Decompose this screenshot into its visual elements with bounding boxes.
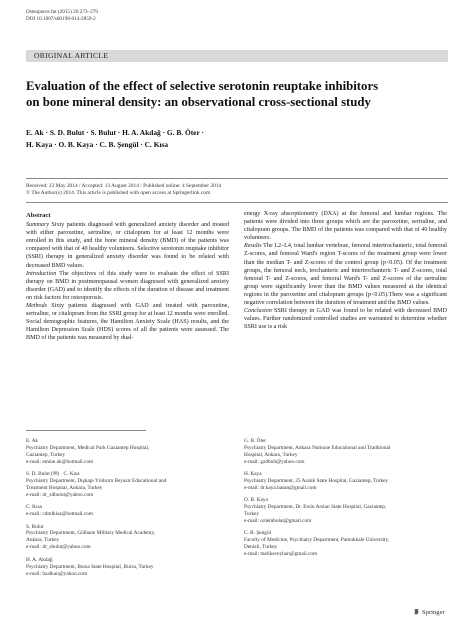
- affiliation-block: [26, 557, 226, 578]
- copyright-notice: © The Author(s) 2014. This article is published with open access at Springerlink.com: [26, 190, 211, 197]
- affiliation-divider-left: [26, 430, 146, 431]
- article-title: [26, 78, 456, 110]
- affiliation-email[interactable]: e-mail: hzalkan@yahoo.com: [26, 570, 88, 577]
- affiliation-email[interactable]: e-mail: dr_sdbulut@yahoo.com: [26, 491, 94, 498]
- affiliation-email[interactable]: e-mail: gzdbolt@yahoo.com: [244, 458, 305, 465]
- affiliation-line: Treatment Hospital, Ankara, Turkey: [26, 484, 103, 491]
- received-dates: Received: 23 May 2014 / Accepted: 13 August 2014 / Published online: 4 September 2014: [26, 183, 222, 189]
- abstract-heading: Abstract: [26, 212, 51, 219]
- affiliation-line: Faculty of Medicine, Psychiatry Department, Pamukkale University,: [244, 537, 390, 544]
- affiliation-line: Psychiatry Department, Ankara Numune Educational and Traditional: [244, 444, 391, 451]
- authors-line-1: E. Ak · S. D. Bulut · S. Bulut · H. A. Akdağ · G. B. Öter ·: [26, 128, 204, 137]
- affiliation-author: H. Kaya: [244, 471, 262, 478]
- affiliation-author: G. B. Öter: [244, 438, 267, 444]
- abstract-conclusion: [244, 307, 447, 331]
- affiliation-author: C. B. Şengül: [244, 530, 272, 537]
- publisher-name: Springer: [422, 609, 445, 616]
- journal-citation: Osteoporos Int (2015) 26:273–279: [26, 9, 98, 15]
- affiliation-line: Gaziantep, Turkey: [26, 451, 66, 458]
- journal-header: [26, 9, 98, 23]
- affiliation-line: Hospital, Ankara, Turkey: [244, 451, 298, 458]
- authors-line-2: H. Kaya · O. B. Kaya · C. B. Şengül · C. Kısa: [26, 140, 169, 149]
- results-label: Results: [244, 243, 262, 250]
- affiliation-block: [244, 497, 444, 525]
- affiliation-block: [244, 530, 444, 558]
- affiliation-email[interactable]: e-mail: dr_sbulut@yahoo.com: [26, 544, 91, 551]
- article-type-bar: [26, 50, 448, 62]
- publication-history: [26, 183, 456, 198]
- affiliation-email[interactable]: e-mail: melikeceyhan@gmail.com: [244, 551, 318, 558]
- abstract-methods: [26, 302, 229, 342]
- author-list: [26, 127, 456, 151]
- summary-text: Sixty patients diagnosed with generalized anxiety disorder and treated with either paroxetine, sertraline, or citalopram for at least 12 months were enrolled in this study, and the bone mineral density (BMD) of the patients was compared with that of 40 healthy volunteers. Selective serotonin reuptake inhibitor (SSRI) therapy in generalized anxiety disorder was found to be related with decreased BMD values.: [26, 222, 229, 269]
- affiliation-email[interactable]: e-mail: cdmlkisa@hotmail.com: [26, 511, 93, 518]
- affiliation-line: Psychiatry Department, Medical Park Gaziantep Hospital,: [26, 444, 150, 451]
- abstract-summary: [26, 221, 229, 270]
- affiliation-block: [26, 504, 226, 518]
- abstract-introduction: [26, 270, 229, 302]
- abstract-left-column: [26, 212, 229, 343]
- affiliation-author: S. Bulut: [26, 523, 44, 530]
- journal-doi: DOI 10.1007/s00198-014-2859-2: [26, 16, 96, 22]
- affiliation-line: Psychiatry Department, Bursa State Hospital, Bursa, Turkey: [26, 563, 154, 570]
- affiliation-block: [26, 524, 226, 552]
- affiliation-line: Denizli, Turkey: [244, 544, 278, 551]
- header-divider: [26, 178, 448, 179]
- affiliation-block: [244, 438, 444, 466]
- affiliation-author: O. B. Kaya: [244, 497, 268, 504]
- affiliation-block: [26, 471, 226, 499]
- introduction-label: Introduction: [26, 270, 57, 277]
- affiliation-block: [244, 471, 444, 492]
- summary-label: Summary: [26, 222, 50, 229]
- affiliation-line: Ankara, Turkey: [26, 537, 60, 544]
- affiliations-left: [26, 438, 226, 583]
- affiliation-author: C. Kısa: [26, 504, 42, 511]
- affiliation-email[interactable]: e-mail: ozlembolat@gmail.com: [244, 518, 312, 525]
- affiliation-line: Psychiatry Department, Dışkapı Yıldırım Beyazıt Educational and: [26, 478, 167, 485]
- methods-label: Methods: [26, 303, 47, 310]
- results-text: The L2–L4, total lumbar vertebrae, femoral intertrochanteric, total femoral Z-scores, and femoral Ward's region T-scores of the treatment group were lower than the median T- and Z-scores of the control group (p<0.05). Of the treatment groups, the femoral neck, trochanteric and intertrochanteric T- and Z-scores, total femoral T- and Z-scores, and femoral Ward's T- and Z-scores of the sertraline group were significantly lower than the BMD values measured at the identical regions in the paroxetine and citalopram groups (p<0.05).There was a significant negative correlation between the duration of treatment and the BMD values.: [244, 243, 447, 307]
- abstract-methods-continued: energy X-ray absorptiometry (DXA) at the femoral and lumbar regions. The patients were divided into three groups which are the paroxetine, sertraline, and citalopram groups. The BMD of the patients was compared with that of 40 healthy volunteers.: [244, 211, 447, 242]
- title-line-1: Evaluation of the effect of selective serotonin reuptake inhibitors: [26, 79, 379, 93]
- affiliation-email[interactable]: e-mail: emine.ak@hotmail.com: [26, 458, 94, 465]
- affiliation-author: E. Ak: [26, 438, 39, 444]
- abstract-right-column: [244, 210, 447, 331]
- affiliation-line: Psychiatry Department, Gülhane Military Medical Academy,: [26, 530, 155, 537]
- affiliation-author: H. A. Akdağ: [26, 556, 53, 563]
- conclusion-text: SSRI therapy in GAD was found to be related with decreased BMD values. Further randomized controlled studies are warranted to determine whether SSRI use is a risk: [244, 308, 447, 331]
- affiliation-line: Psychiatry Department, Dr. Ersin Arslan State Hospital, Gaziantep,: [244, 504, 387, 511]
- abstract-results: [244, 242, 447, 307]
- affiliation-block: [26, 438, 226, 466]
- affiliation-email[interactable]: e-mail: dr.kaya.hasan@gmail.com: [244, 484, 317, 491]
- methods-text: Sixty patients diagnosed with GAD and treated with paroxetine, sertraline, or citalopram from the SSRI group for at least 12 months were enrolled. Social demographic features, the Hamilton Anxiety Scale (HAS) results, and the Hamilton Depression Scale (HDS) scores of all the patients were assessed. The BMD of the patients was measured by dual-: [26, 303, 229, 342]
- conclusion-label: Conclusion: [244, 308, 272, 315]
- title-line-2: on bone mineral density: an observational cross-sectional study: [26, 95, 371, 109]
- publisher-logo: [413, 608, 445, 616]
- affiliation-author: S. D. Bulut (✉) · C. Kısa: [26, 471, 80, 478]
- affiliations-right: [244, 438, 444, 564]
- springer-horse-icon: [413, 608, 420, 615]
- introduction-text: The objectives of this study were to evaluate the effect of SSRI therapy on BMD in postmenopausal women diagnosed with generalized anxiety disorder (GAD) and to identify the effects of the duration of disease and treatment on risk factors for osteoporosis.: [26, 270, 229, 301]
- affiliation-line: Psychiatry Department, 25 Aralık State Hospital, Gaziantep, Turkey: [244, 478, 389, 485]
- article-type: ORIGINAL ARTICLE: [34, 51, 109, 60]
- affiliation-line: Turkey: [244, 511, 260, 518]
- history-divider: [26, 202, 448, 203]
